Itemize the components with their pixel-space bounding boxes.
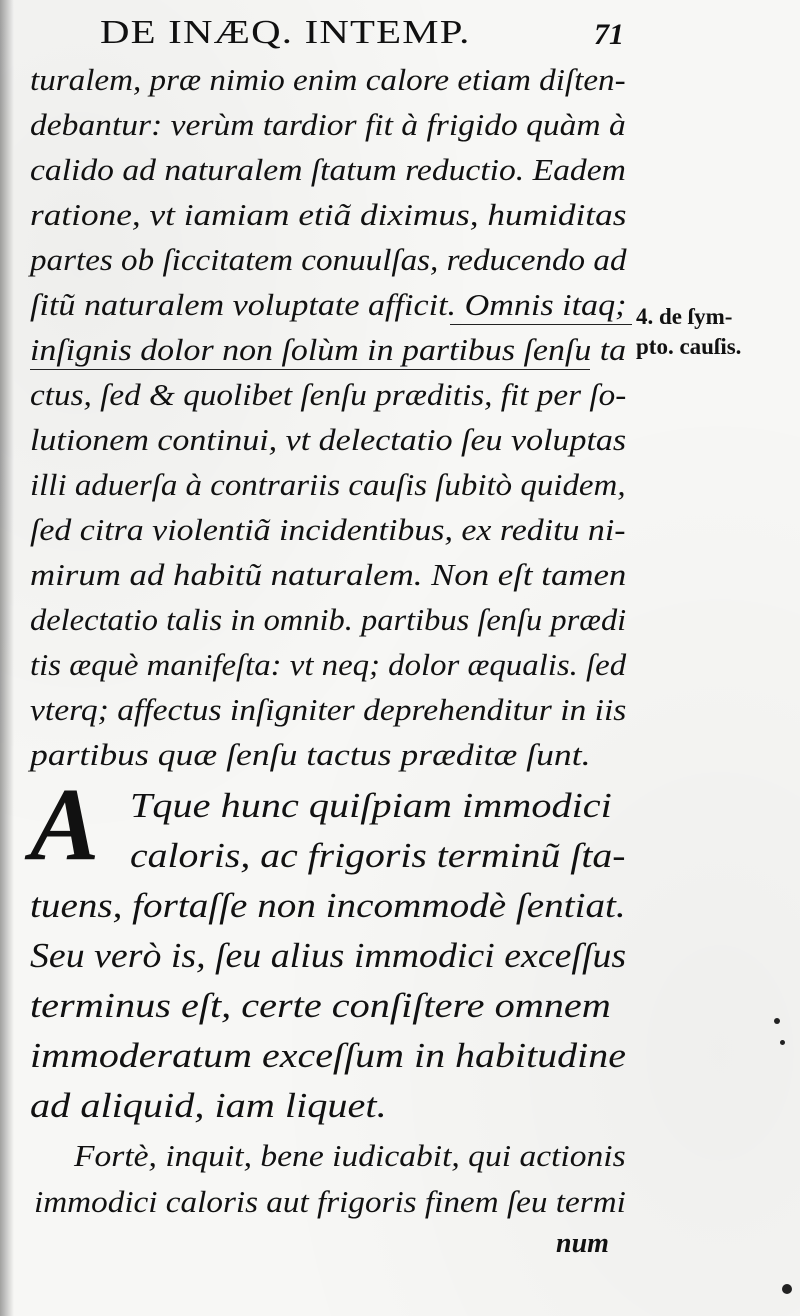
underline-mark xyxy=(450,324,632,325)
text-line: delectatio talis in omnib. partibus ſenſu prædi xyxy=(30,602,627,637)
text-line: mirum ad habitũ naturalem. Non eſt tamen xyxy=(30,557,627,592)
text-line: debantur: verùm tardior fit à frigido quàm à xyxy=(30,107,626,142)
text-line: ad aliquid, iam liquet. xyxy=(30,1086,387,1125)
page-number: 71 xyxy=(594,18,624,51)
text-line: immoderatum exceſſum in habitudine xyxy=(30,1036,626,1075)
ink-speck xyxy=(780,1040,785,1045)
margin-note-line: 4. de ſym- xyxy=(636,304,733,329)
text-line: ſitũ naturalem voluptate afficit. Omnis itaq; xyxy=(30,287,627,322)
drop-cap: A xyxy=(30,767,100,882)
ink-speck xyxy=(774,1018,780,1024)
text-line: partes ob ſiccitatem conuulſas, reducendo ad xyxy=(30,242,627,277)
text-line: Fortè, inquit, bene iudicabit, qui actionis xyxy=(74,1138,626,1173)
text-line: ſed citra violentiã incidentibus, ex reditu ni- xyxy=(30,512,626,547)
catchword: num xyxy=(556,1228,609,1259)
text-line: inſignis dolor non ſolùm in partibus ſenſu ta xyxy=(30,332,627,367)
text-line: tis æquè manifeſta: vt neq; dolor æqualis. ſed xyxy=(30,647,627,682)
text-line: illi aduerſa à contrariis cauſis ſubitò quidem, xyxy=(30,467,626,502)
text-line: Tque hunc quiſpiam immodici xyxy=(130,786,612,825)
ink-speck xyxy=(782,1284,792,1294)
running-head: DE INÆQ. INTEMP. xyxy=(100,14,471,51)
margin-note xyxy=(636,302,796,362)
text-line: vterq; affectus inſigniter deprehenditur in iis xyxy=(30,692,627,727)
text-line: immodici caloris aut frigoris finem ſeu termi xyxy=(34,1184,626,1219)
text-line: partibus quæ ſenſu tactus præditæ ſunt. xyxy=(30,737,591,772)
text-line: ratione, vt iamiam etiã diximus, humiditas xyxy=(30,197,627,232)
text-line: turalem, præ nimio enim calore etiam diſten- xyxy=(30,62,626,97)
page-header xyxy=(100,14,640,54)
text-line: terminus eſt, certe conſiſtere omnem xyxy=(30,986,611,1025)
text-line: calido ad naturalem ſtatum reductio. Eadem xyxy=(30,152,626,187)
text-line: ctus, ſed & quolibet ſenſu præditis, fit per ſo- xyxy=(30,377,627,412)
text-line: caloris, ac frigoris terminũ ſta- xyxy=(130,836,626,875)
margin-note-line: pto. cauſis. xyxy=(636,334,742,359)
text-line: Seu verò is, ſeu alius immodici exceſſus xyxy=(30,936,627,975)
underline-mark xyxy=(30,369,590,370)
gutter-shadow xyxy=(0,0,14,1316)
text-line: tuens, fortaſſe non incommodè ſentiat. xyxy=(30,886,626,925)
text-line: lutionem continui, vt delectatio ſeu voluptas xyxy=(30,422,627,457)
